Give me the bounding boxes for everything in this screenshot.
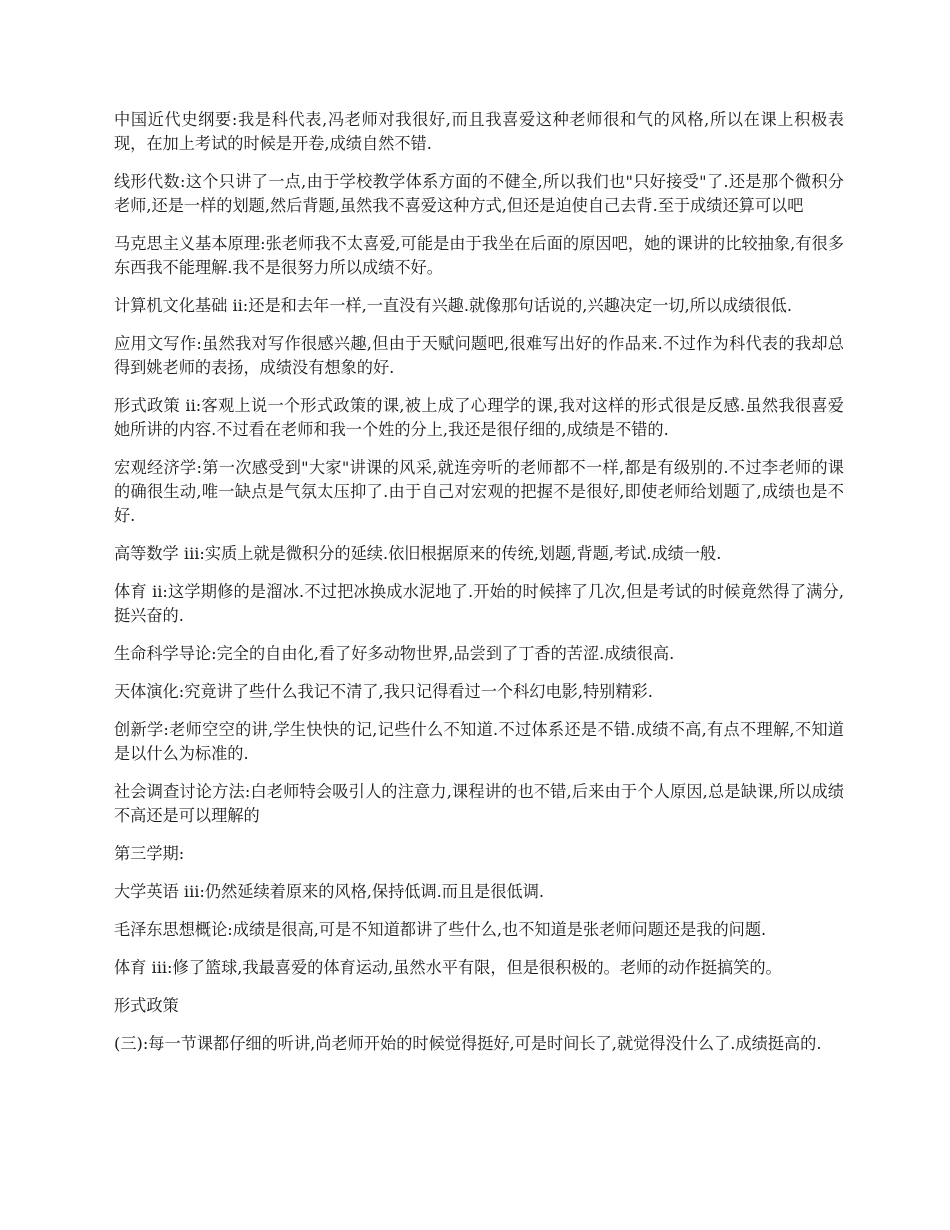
paragraph-applied-writing: 应用文写作:虽然我对写作很感兴趣,但由于天赋问题吧,很难写出好的作品来.不过作为科代表的我却总得到姚老师的表扬，成绩没有想象的好. xyxy=(114,334,844,377)
paragraph-english-iii: 大学英语 iii:仍然延续着原来的风格,保持低调.而且是很低调. xyxy=(114,882,545,901)
paragraph-modern-history: 中国近代史纲要:我是科代表,冯老师对我很好,而且我喜爱这种老师很和气的风格,所以在课上积极表现，在加上考试的时候是开卷,成绩自然不错. xyxy=(114,110,844,153)
paragraph-computer-basics: 计算机文化基础 ii:还是和去年一样,一直没有兴趣.就像那句话说的,兴趣决定一切,所以成绩很低. xyxy=(114,296,792,315)
paragraph-marxism: 马克思主义基本原理:张老师我不太喜爱,可能是由于我坐在后面的原因吧，她的课讲的比较抽象,有很多东西我不能理解.我不是很努力所以成绩不好。 xyxy=(114,234,844,277)
paragraph-life-science: 生命科学导论:完全的自由化,看了好多动物世界,品尝到了丁香的苦涩.成绩很高. xyxy=(114,644,675,663)
paragraph-mao-thought: 毛泽东思想概论:成绩是很高,可是不知道都讲了些什么,也不知道是张老师问题还是我的问题. xyxy=(114,920,767,939)
paragraph-pe-iii: 体育 iii:修了篮球,我最喜爱的体育运动,虽然水平有限，但是很积极的。老师的动作挺搞笑的。 xyxy=(114,958,782,977)
paragraph-pe-ii: 体育 ii:这学期修的是溜冰.不过把冰换成水泥地了.开始的时候摔了几次,但是考试的时候竟然得了满分,挺兴奋的. xyxy=(114,582,844,625)
paragraph-cosmology: 天体演化:究竟讲了些什么我记不清了,我只记得看过一个科幻电影,特别精彩. xyxy=(114,682,653,701)
document-body xyxy=(114,108,844,1070)
paragraph-innovation: 创新学:老师空空的讲,学生快快的记,记些什么不知道.不过体系还是不错.成绩不高,有点不理解,不知道是以什么为标准的. xyxy=(114,720,844,763)
paragraph-policy-heading: 形式政策 xyxy=(114,996,179,1015)
paragraph-math-iii: 高等数学 iii:实质上就是微积分的延续.依旧根据原来的传统,划题,背题,考试.成绩一般. xyxy=(114,544,722,563)
section-heading-third-semester: 第三学期: xyxy=(114,844,185,863)
paragraph-policy-ii: 形式政策 ii:客观上说一个形式政策的课,被上成了心理学的课,我对这样的形式很是反感.虽然我很喜爱她所讲的内容.不过看在老师和我一个姓的分上,我还是很仔细的,成绩是不错的. xyxy=(114,396,844,439)
paragraph-macroeconomics: 宏观经济学:第一次感受到"大家"讲课的风采,就连旁听的老师都不一样,都是有级别的.不过李老师的课的确很生动,唯一缺点是气氛太压抑了.由于自己对宏观的把握不是很好,即使老师给划题了,成绩也是不好. xyxy=(114,458,844,525)
paragraph-policy-iii: (三):每一节课都仔细的听讲,尚老师开始的时候觉得挺好,可是时间长了,就觉得没什么了.成绩挺高的. xyxy=(114,1034,822,1053)
paragraph-linear-algebra: 线形代数:这个只讲了一点,由于学校教学体系方面的不健全,所以我们也"只好接受"了.还是那个微积分老师,还是一样的划题,然后背题,虽然我不喜爱这种方式,但还是迫使自己去背.至于成绩还算可以吧 xyxy=(114,172,844,215)
paragraph-social-survey: 社会调查讨论方法:白老师特会吸引人的注意力,课程讲的也不错,后来由于个人原因,总是缺课,所以成绩不高还是可以理解的 xyxy=(114,782,844,825)
